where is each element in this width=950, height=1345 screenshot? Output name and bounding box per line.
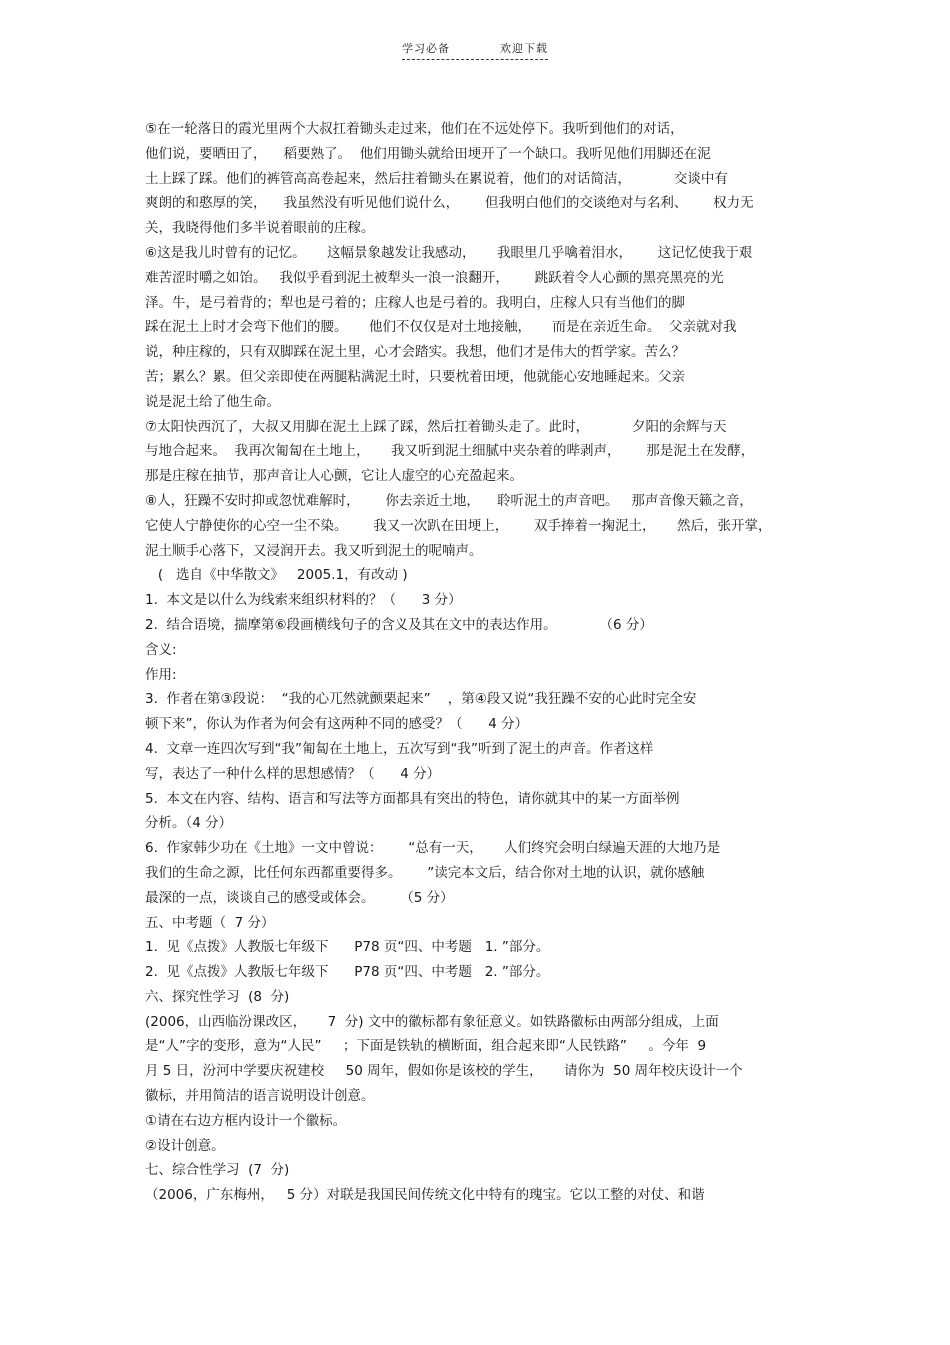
text-line: 6. 作家韩少功在《土地》一文中曾说： “总有一天， 人们终究会明白绿遍天涯的大地乃是 [145,840,721,857]
text-line: 它使人宁静使你的心空一尘不染。 我又一次趴在田埂上， 双手捧着一掬泥土， 然后，张开掌， [145,517,772,534]
text-line: 说，种庄稼的，只有双脚踩在泥土里，心才会踏实。我想，他们才是伟大的哲学家。苦么？ [145,344,685,361]
text-line: ⑧人，狂躁不安时抑或忽忧难解时， 你去亲近土地， 聆听泥土的声音吧。 那声音像天籁之音， [145,492,753,509]
text-line: 五、中考题（ 7 分） [145,914,275,931]
text-line: ①请在右边方框内设计一个徽标。 [145,1112,347,1129]
text-line: 1. 本文是以什么为线索来组织材料的？（ 3 分） [145,592,462,609]
text-line: 苦；累么？累。但父亲即使在两腿粘满泥土时，只要枕着田埂，他就能心安地睡起来。父亲 [145,368,685,385]
header-right-text: 欢迎下载 [500,42,548,55]
text-line: 泥土顺手心落下，又浸润开去。我又听到泥土的呢喃声。 [145,542,483,559]
text-line: 最深的一点，谈谈自己的感受或体会。 （5 分） [145,889,454,906]
text-line: 3. 作者在第③段说： “我的心兀然就颤栗起来” ，第④段又说“我狂躁不安的心此时完全安 [145,691,697,708]
text-line: 泽。牛，是弓着背的；犁也是弓着的；庄稼人也是弓着的。我明白，庄稼人只有当他们的脚 [145,294,685,311]
header-left-text: 学习必备 [402,42,450,55]
document-body [145,117,815,1208]
page-header [402,40,548,60]
text-line: 含义: [145,641,177,658]
text-line: 关，我晓得他们多半说着眼前的庄稼。 [145,220,375,237]
text-line: 4. 文章一连四次写到“我”匍匐在土地上，五次写到“我”听到了泥土的声音。作者这样 [145,740,654,757]
text-line: ⑥这是我儿时曾有的记忆。 这幅景象越发让我感动， 我眼里几乎噙着泪水， 这记忆使我于艰 [145,244,753,261]
text-line: 土上踩了踩。他们的裤管高高卷起来，然后拄着锄头在累说着，他们的对话简洁， 交谈中有 [145,170,728,187]
text-line: 1. 见《点拨》人教版七年级下 P78 页“四、中考题 1. ”部分。 [145,939,550,956]
text-line: 顿下来”，你认为作者为何会有这两种不同的感受？（ 4 分） [145,716,529,733]
text-line: 那是庄稼在抽节，那声音让人心颤，它让人虚空的心充盈起来。 [145,468,523,485]
text-line: 他们说，要晒田了， 稻要熟了。 他们用锄头就给田埂开了一个缺口。我听见他们用脚还在泥 [145,145,711,162]
text-line: ( 选自《中华散文》 2005.1，有改动 ) [145,567,408,584]
text-line: 作用: [145,666,177,683]
text-line: 我们的生命之源，比任何东西都重要得多。 ”读完本文后，结合你对土地的认识，就你感触 [145,864,705,881]
text-line: 分析。（4 分） [145,815,233,832]
text-line: 徽标，并用简洁的语言说明设计创意。 [145,1088,375,1105]
text-line: ②设计创意。 [145,1137,225,1154]
text-line: 七、综合性学习 (7 分) [145,1162,290,1179]
text-line: 六、探究性学习 (8 分) [145,988,290,1005]
text-line: 难苦涩时嚼之如饴。 我似乎看到泥土被犁头一浪一浪翻开， 跳跃着令人心颤的黑亮黑亮的光 [145,269,724,286]
text-line: 5. 本文在内容、结构、语言和写法等方面都具有突出的特色，请你就其中的某一方面举例 [145,790,680,807]
text-line: 说是泥土给了他生命。 [145,393,280,410]
text-line: 踩在泥土上时才会弯下他们的腰。 他们不仅仅是对土地接触， 而是在亲近生命。 父亲就对我 [145,319,737,336]
text-line: 与地合起来。 我再次匍匐在土地上， 我又听到泥土细腻中夹杂着的哔剥声， 那是泥土在发酵， [145,443,755,460]
text-line: （2006，广东梅州， 5 分）对联是我国民间传统文化中特有的瑰宝。它以工整的对仗、和谐 [145,1187,705,1204]
text-line: 月 5 日，汾河中学要庆祝建校 50 周年，假如你是该校的学生， 请你为 50 周年校庆设计一个 [145,1063,743,1080]
text-line: ⑤在一轮落日的霞光里两个大叔扛着锄头走过来，他们在不远处停下。我听到他们的对话， [145,121,684,137]
text-line: 写，表达了一种什么样的思想感情？（ 4 分） [145,765,441,782]
text-line: 2. 结合语境，揣摩第⑥段画横线句子的含义及其在文中的表达作用。 （6 分） [145,616,653,633]
text-line: 爽朗的和憨厚的笑， 我虽然没有听见他们说什么， 但我明白他们的交谈绝对与名利、 权力无 [145,195,754,212]
text-line: (2006，山西临汾课改区， 7 分) 文中的徽标都有象征意义。如铁路徽标由两部分组成，上面 [145,1013,719,1030]
text-line: 2. 见《点拨》人教版七年级下 P78 页“四、中考题 2. ”部分。 [145,964,550,981]
text-line: ⑦太阳快西沉了，大叔又用脚在泥土上踩了踩，然后扛着锄头走了。此时， 夕阳的余辉与天 [145,418,727,435]
text-line: 是“人”字的变形，意为“人民” ；下面是铁轨的横断面，组合起来即“人民铁路” 。今年 9 [145,1038,707,1055]
